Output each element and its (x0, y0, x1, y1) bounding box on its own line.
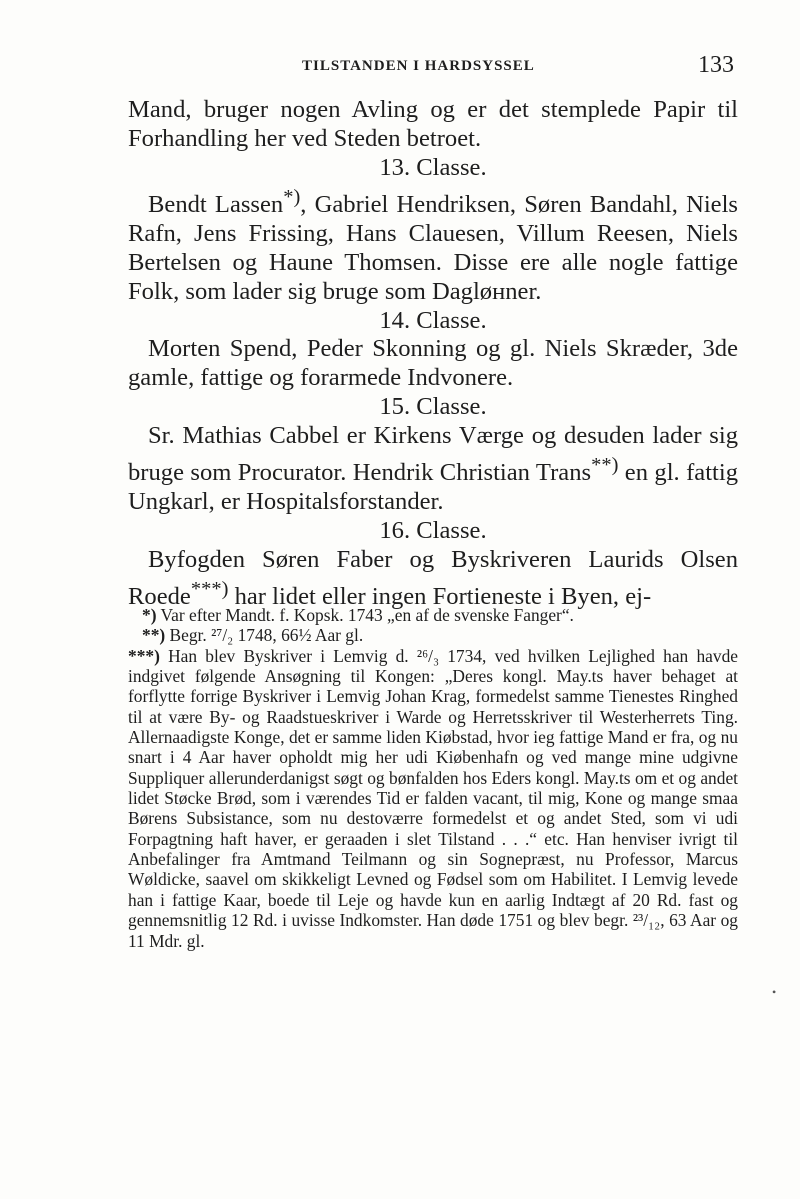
text-run: Sr. Mathias Cabbel er Kirkens Værge og desuden lader sig bruge som Procurator. Hendrik Christian Trans (128, 422, 738, 487)
paragraph-class-14: Morten Spend, Peder Skonning og gl. Niels Skræder, 3de gamle, fattige og forarmede Indvonere. (128, 335, 738, 392)
footnote-3 (128, 646, 738, 951)
body-text (128, 96, 738, 612)
paragraph-class-15 (128, 422, 738, 517)
running-head: TILSTANDEN I HARDSYSSEL (302, 58, 535, 74)
text-run: , Gabriel Hendriksen, Søren Bandahl, Niels Rafn, Jens Frissing, Hans Clauesen, Villum Reesen, Niels Bertelsen og Haune Thomsen. Disse ere alle nogle fattige Folk, som lader sig bruge som Dagløнner. (128, 190, 738, 305)
footnote-1 (128, 605, 738, 625)
text-run: en gl. fattig Ungkarl, er Hospitalsforstander. (128, 459, 738, 516)
paragraph-class-16 (128, 546, 738, 612)
margin-dot: • (772, 985, 777, 999)
footnotes (128, 605, 738, 951)
paragraph-class-13 (128, 183, 738, 307)
text-run: Byfogden Søren Faber og Byskriveren Laurids Olsen Roede (128, 545, 738, 611)
footnote-ref: **) (591, 454, 619, 477)
footnote-mark: ***) (128, 645, 160, 666)
page-number: 133 (698, 52, 734, 78)
footnote-text: Var efter Mandt. f. Kopsk. 1743 „en af de svenske Fanger“. (156, 605, 574, 625)
footnote-ref: ***) (190, 577, 229, 600)
class-heading-13: 13. Classe. (379, 153, 487, 181)
footnote-text: Han blev Byskriver i Lemvig d. ²⁶/₃ 1734, ved hvilken Lejlighed han havde indgivet følgende Ansøgning til Kongen: „Deres kongl. May.ts haver behaget at forflytte forrige Byskriver i Lemvig Johan Krag, formedelst samme Tienestes Ringhed til at være By- og Raadstueskriver i Warde og Herretsskriver til Westerherrets Ting. Allernaadigste Konge, det er samme liden Kiøbstad, hvor ieg fattige Mand er fra, og nu snart i 4 Aar haver opholdt mig her udi Kiøbenhafn og ved mange mine udgivne Suppliquer allerunderdanigst søgt og bønfalden hos Eders kongl. May.ts om et og andet lidet Støcke Brød, som i værendes Tid er falden vacant, til mig, Kone og mange smaa Børens Subsistance, som nu destoværre formedelst et og andet Sted, som vi udi Forpagtning haft haver, er geraaden i slet Tilstand . . .“ etc. Han henviser ivrigt til Anbefalinger fra Amtmand Teilmann og sin Sognepræst, nu Professor, Marcus Wøldicke, saavel om skikkeligt Levned og Fødsel som om Habilitet. I Lemvig levede han i fattige Kaar, boede til Leje og havde kun en aarlig Indtægt af 20 Rd. fast og gennemsnitlig 12 Rd. i uvisse Indkomster. Han døde 1751 og blev begr. ²³/₁₂, 63 Aar og 11 Mdr. gl. (128, 645, 738, 951)
class-heading-16: 16. Classe. (379, 517, 487, 545)
text-run: Bendt Lassen (148, 190, 284, 218)
paragraph-continuation: Mand, bruger nogen Avling og er det stemplede Papir til Forhandling her ved Steden betroet. (128, 96, 738, 152)
text-run: har lidet eller ingen Fortieneste i Byen, ej- (228, 583, 652, 611)
page-header (112, 52, 734, 92)
footnote-text: Begr. ²⁷/₂ 1748, 66½ Aar gl. (165, 625, 364, 646)
footnote-mark: *) (142, 605, 157, 625)
footnote-ref: *) (283, 185, 301, 208)
footnote-2 (128, 625, 738, 645)
footnote-mark: **) (142, 625, 166, 646)
class-heading-15: 15. Classe. (379, 393, 487, 421)
class-heading-14: 14. Classe. (379, 306, 487, 334)
